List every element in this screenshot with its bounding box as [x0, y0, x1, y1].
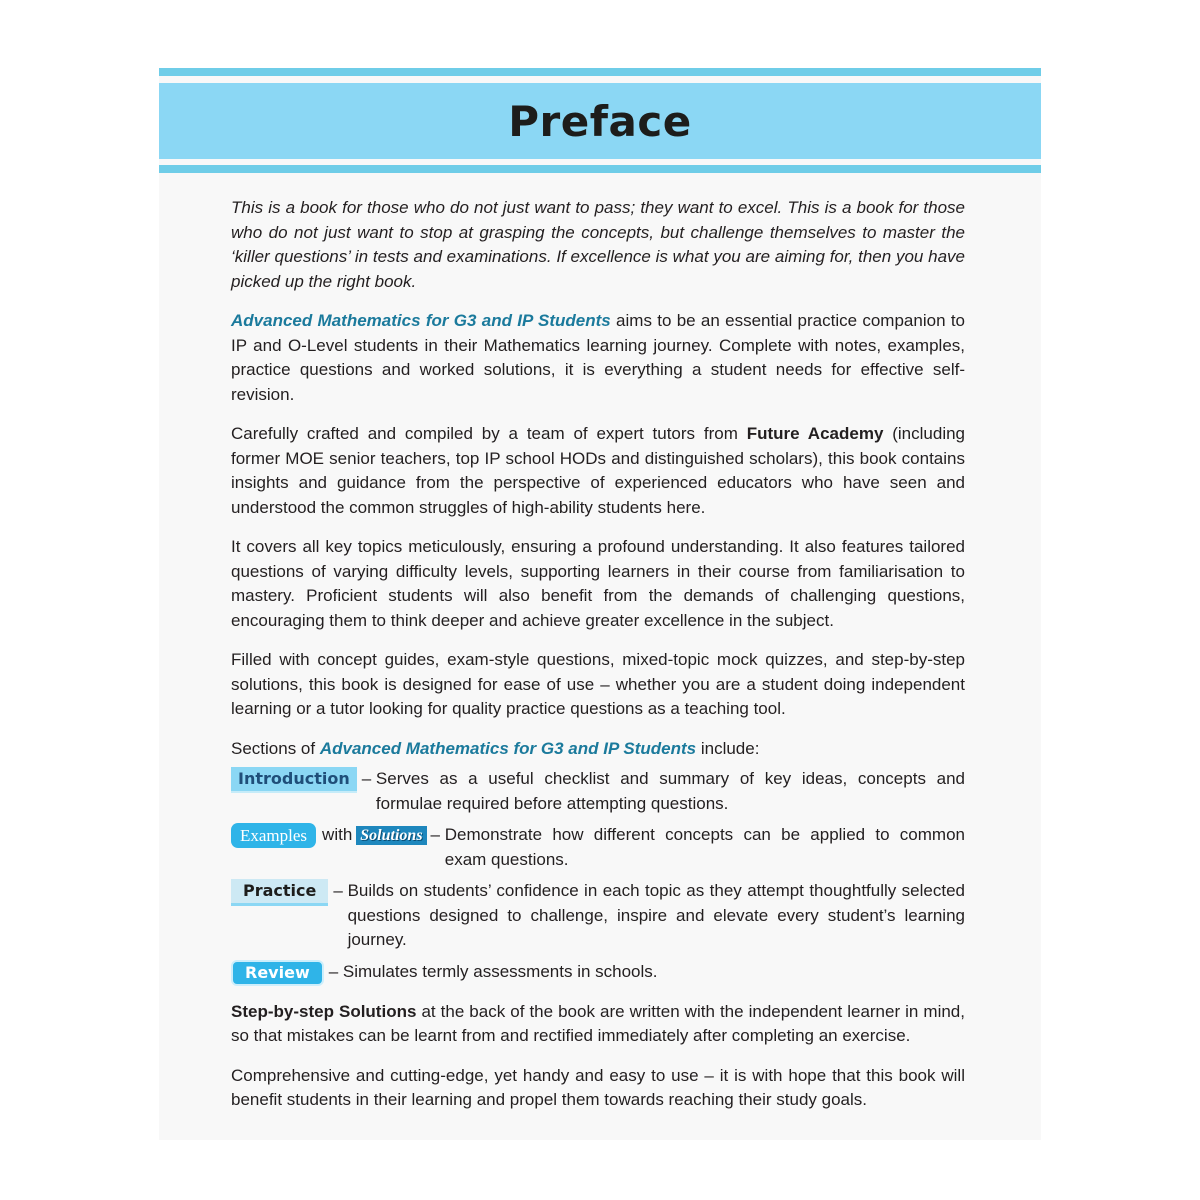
paragraph-purpose	[231, 309, 965, 407]
sections-heading	[231, 737, 965, 762]
book-title: Advanced Mathematics for G3 and IP Students	[231, 311, 611, 330]
introduction-tag: Introduction	[231, 767, 357, 793]
paragraph-features: Filled with concept guides, exam-style questions, mixed-topic mock quizzes, and step-by-step solutions, this book is designed for ease of use – whether you are a student doing independent learning or a tutor looking for quality practice questions as a teaching tool.	[231, 650, 965, 718]
paragraph-authors-post: (including former MOE senior teachers, top IP school HODs and distinguished scholars), this book contains insights and guidance from the perspective of experienced educators who have seen and understood the common struggles of high-ability students here.	[231, 424, 965, 517]
sections-book-title: Advanced Mathematics for G3 and IP Students	[319, 738, 697, 758]
examples-with-text: with	[322, 825, 353, 844]
dash: –	[328, 961, 343, 981]
paragraph-solutions	[231, 1000, 965, 1049]
examples-description: Demonstrate how different concepts can be applied to common exam questions.	[444, 825, 965, 869]
page-title: Preface	[508, 96, 692, 146]
bottom-rule	[159, 165, 1041, 173]
paragraph-solutions-text: at the back of the book are written with the independent learner in mind, so that mistakes can be learnt from and rectified immediately after completing an exercise.	[231, 1001, 965, 1045]
section-introduction	[231, 767, 965, 816]
title-banner	[159, 83, 1041, 159]
section-practice	[231, 879, 965, 953]
book-page	[159, 68, 1041, 1140]
dash: –	[333, 881, 348, 900]
section-examples	[231, 823, 965, 872]
sections-heading-post: include:	[696, 738, 760, 758]
paragraph-topics: It covers all key topics meticulously, ensuring a profound understanding. It also features tailored questions of varying difficulty levels, supporting learners in their course from familiarisation to mastery. Proficient students will also benefit from the demands of challenging questions, encouraging them to think deeper and achieve greater excellence in the subject.	[231, 537, 965, 630]
practice-description: Builds on students’ confidence in each topic as they attempt thoughtfully selected questions designed to challenge, inspire and elevate every student’s learning journey.	[347, 881, 965, 949]
dash: –	[361, 769, 376, 788]
examples-tag: Examples	[231, 823, 316, 848]
top-rule	[159, 68, 1041, 76]
paragraph-purpose-text: aims to be an essential practice companion to IP and O-Level students in their Mathematics learning journey. Complete with notes, examples, practice questions and worked solutions, it is everything a student needs for effective self-revision.	[231, 311, 965, 404]
introduction-description: Serves as a useful checklist and summary of key ideas, concepts and formulae required before attempting questions.	[375, 769, 965, 813]
sections-heading-pre: Sections of	[231, 738, 320, 758]
dash: –	[430, 825, 445, 844]
solutions-heading: Step-by-step Solutions	[231, 1001, 417, 1021]
academy-name: Future Academy	[746, 424, 884, 443]
paragraph-closing: Comprehensive and cutting-edge, yet handy and easy to use – it is with hope that this book will benefit students in their learning and propel them towards reaching their study goals.	[231, 1065, 965, 1109]
review-tag: Review	[231, 960, 324, 986]
paragraph-authors-pre: Carefully crafted and compiled by a team of expert tutors from	[231, 424, 747, 443]
paragraph-authors	[231, 422, 965, 520]
practice-tag: Practice	[231, 879, 328, 906]
section-review	[231, 960, 965, 986]
review-description: Simulates termly assessments in schools.	[342, 961, 658, 981]
preface-body	[231, 196, 965, 1128]
solutions-tag: Solutions	[356, 826, 426, 845]
intro-paragraph: This is a book for those who do not just want to pass; they want to excel. This is a book for those who do not just want to stop at grasping the concepts, but challenge themselves to master the ‘killer questions’ in tests and examinations. If excellence is what you are aiming for, then you have picked up the right book.	[231, 198, 965, 291]
